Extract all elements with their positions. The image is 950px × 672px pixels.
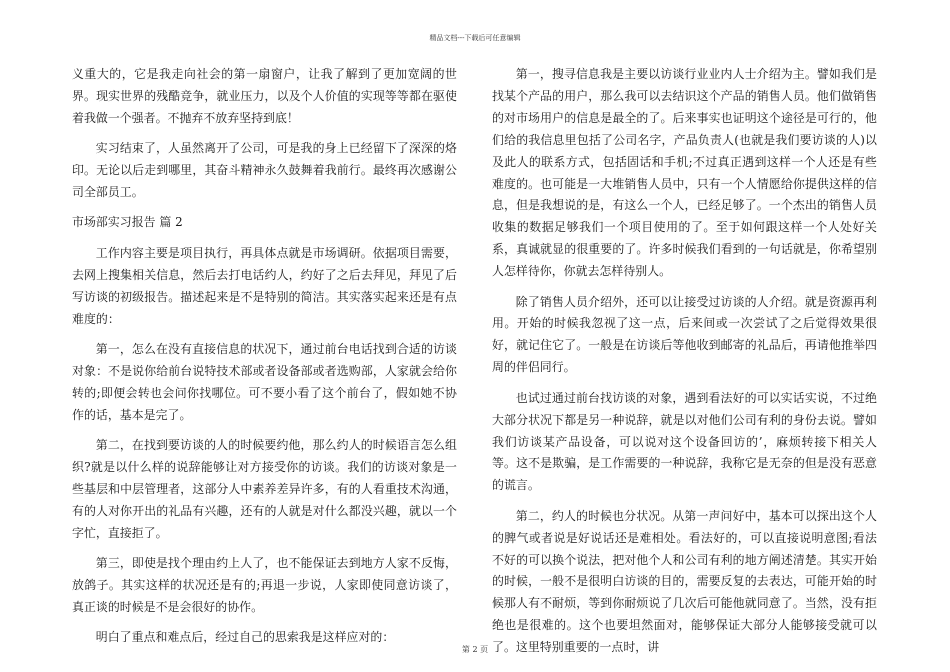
- section-heading: 市场部实习报告 篇 2: [72, 215, 183, 230]
- paragraph: 义重大的，它是我走向社会的第一扇窗户，让我了解到了更加宽阔的世界。现实世界的残酷竞争，就业压力，以及个人价值的实现等等都在驱使着我做一个强者。不抛弃不放弃坚持到底！: [72, 67, 457, 125]
- paragraph: 明白了重点和难点后，经过自己的思索我是这样应对的：: [95, 630, 395, 645]
- paragraph: 第三，即使是找个理由约上人了，也不能保证去到地方人家不反悔，放鸽子。其实这样的状况还是有的;再退一步说，人家即使同意访谈了，真正谈的时候是不是会很好的协作。: [72, 556, 457, 614]
- right-column: [492, 64, 877, 668]
- paragraph: 第一，怎么在没有直接信息的状况下，通过前台电话找到合适的访谈对象：不是说你给前台说特技术部或者设备部或者选购部，人家就会给你转的;即便会转也会问你找哪位。可不要小看了这个前台了，假如她不协作的话，基本是完了。: [72, 341, 457, 422]
- paragraph: 第一，搜寻信息我是主要以访谈行业业内人士介绍为主。譬如我们是找某个产品的用户，那么我可以去结识这个产品的销售人员。他们做销售的对市场用户的信息是最全的了。后来事实也证明这个途径是可行的，他们给的我信息里包括了公司名字，产品负责人(也就是我们要访谈的人)以及此人的联系方式，包括固话和手机;不过真正遇到这样一个人还是有些难度的。也可能是一大堆销售人员中，只有一个人情愿给你提供这样的信息，但是我想说的是，有这么一个人，已经足够了。一个杰出的销售人员收集的数据足够我们一个项目使用的了。至于如何跟这样一个人处好关系，真诚就显的很重要的了。许多时候我们看到的一句话就是，你希望别人怎样待你，你就去怎样待别人。: [492, 67, 877, 279]
- paragraph: 除了销售人员介绍外，还可以让接受过访谈的人介绍。就是资源再利用。开始的时候我忽视了这一点，后来间或一次尝试了之后觉得效果很好，就记住它了。一般是在访谈后等他收到邮寄的礼品后，再请他推举四周的伴侣同行。: [492, 294, 877, 375]
- page-header: 精品文档---下载后可任意编辑: [429, 34, 521, 42]
- left-column: [72, 64, 457, 658]
- paragraph: 实习结束了，人虽然离开了公司，可是我的身上已经留下了深深的烙印。无论以后走到哪里，其奋斗精神永久鼓舞着我前行。最终再次感谢公司全部员工。: [72, 141, 457, 200]
- paragraph: 第二，约人的时候也分状况。从第一声问好中，基本可以探出这个人的脾气或者说是好说话还是难相处。看法好的，可以直接说明意图;看法不好的可以换个说法，把对他个人和公司有利的地方阐述清楚。其实开始的时候，一般不是很明白访谈的目的，需要反复的去表达，可能开始的时候那人有不耐烦，等到你耐烦说了几次后可能他就同意了。当然，没有拒绝也是很难的。这个也要坦然面对，能够保证大部分人能够接受就可以了。这里特别重要的一点时，讲: [492, 508, 877, 655]
- paragraph: 工作内容主要是项目执行，再具体点就是市场调研。依据项目需要，去网上搜集相关信息，然后去打电话约人，约好了之后去拜见，拜见了后写访谈的初级报告。描述起来是不是特别的简洁。其实落实起来还是有点难度的：: [72, 245, 457, 326]
- paragraph: 也试过通过前台找访谈的对象，遇到看法好的可以实话实说，不过绝大部分状况下都是另一种说辞，就是以对他们公司有利的身份去说。譬如我们访谈某产品设备，可以说对这个设备回访的’，麻烦转接下相关人等。这不是欺骗，是工作需要的一种说辞，我称它是无奈的但是没有恶意的谎言。: [492, 390, 877, 493]
- page-number: 第 2 页: [461, 645, 489, 654]
- paragraph: 第二，在找到要访谈的人的时候要约他，那么约人的时候语言怎么组织?就是以什么样的说辞能够让对方接受你的访谈。我们的访谈对象是一些基层和中层管理者，这部分人中素养差异许多，有的人看重技术沟通，有的人对你开出的礼品有兴趣，还有的人就是对什么都没兴趣，就以一个字忙，直接拒了。: [72, 438, 457, 540]
